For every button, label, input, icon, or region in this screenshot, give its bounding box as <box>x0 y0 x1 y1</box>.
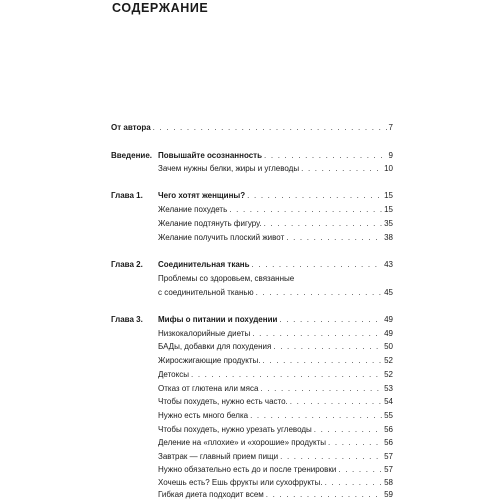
toc-entry <box>158 272 393 285</box>
dot-leader <box>153 121 387 134</box>
toc-entry <box>158 149 393 162</box>
toc-entry <box>158 450 393 463</box>
toc-row-ch3-1[interactable] <box>0 327 500 340</box>
toc-page-number: 49 <box>384 315 393 324</box>
toc-page-number: 52 <box>384 356 393 365</box>
toc-row-ch3-7[interactable] <box>0 409 500 422</box>
toc-entry-title: Отказ от глютена или мяса <box>158 384 259 393</box>
toc-page-number: 57 <box>384 452 393 461</box>
dot-leader <box>290 395 382 408</box>
dot-leader <box>191 368 382 381</box>
toc-entry-title: Чтобы похудеть, нужно есть часто. <box>158 397 288 406</box>
toc-page-number: 58 <box>384 478 393 487</box>
toc-entry <box>158 258 393 271</box>
toc-row-ch3-10[interactable] <box>0 450 500 463</box>
toc-page-number: 7 <box>388 123 393 132</box>
dot-leader <box>264 149 387 162</box>
dot-leader <box>338 463 382 476</box>
toc-entry <box>158 354 393 367</box>
toc-page-number: 56 <box>384 425 393 434</box>
toc-entry-title: Хочешь есть? Ешь фрукты или сухофрукты. <box>158 478 323 487</box>
toc-page-number: 57 <box>384 465 393 474</box>
toc-page-number: 52 <box>384 370 393 379</box>
toc-row-ch1-3[interactable] <box>0 231 500 244</box>
dot-leader <box>286 231 382 244</box>
toc-entry <box>111 121 393 134</box>
toc-entry-title: Нужно есть много белка <box>158 411 249 420</box>
toc-entry <box>158 286 393 299</box>
toc-entry <box>158 340 393 353</box>
toc-row-ch3-6[interactable] <box>0 395 500 408</box>
dot-leader <box>279 313 382 326</box>
toc-entry-title: Завтрак — главный прием пищи <box>158 452 279 461</box>
toc-entry <box>158 231 393 244</box>
toc-page-number: 35 <box>384 219 393 228</box>
toc-row-ch3-2[interactable] <box>0 340 500 353</box>
toc-page-number: 55 <box>384 411 393 420</box>
toc-chapter-label: Глава 3. <box>111 315 143 324</box>
toc-row-ch3[interactable] <box>0 313 500 326</box>
toc-entry-title: Чего хотят женщины? <box>158 191 246 200</box>
toc-entry <box>158 217 393 230</box>
dot-leader <box>256 286 383 299</box>
toc-entry <box>158 368 393 381</box>
dot-leader <box>273 340 382 353</box>
toc-page-number: 49 <box>384 329 393 338</box>
dot-leader <box>252 327 382 340</box>
toc-row-ch1[interactable] <box>0 189 500 202</box>
dot-leader <box>301 162 382 175</box>
page-title: СОДЕРЖАНИЕ <box>112 1 209 15</box>
toc-row-ch2[interactable] <box>0 258 500 271</box>
toc-row-ch3-4[interactable] <box>0 368 500 381</box>
toc-entry-title: Соединительная ткань <box>158 260 250 269</box>
toc-entry <box>158 423 393 436</box>
toc-entry-title: Детоксы <box>158 370 189 379</box>
toc-row-intro[interactable] <box>0 149 500 162</box>
toc-row-ch3-5[interactable] <box>0 382 500 395</box>
toc-entry-title: Повышайте осознанность <box>158 151 263 160</box>
toc-page-number: 43 <box>384 260 393 269</box>
toc-entry <box>158 162 393 175</box>
toc-entry-title: От автора <box>111 123 151 132</box>
toc-page-number: 59 <box>384 490 393 499</box>
toc-entry <box>158 463 393 476</box>
toc-row-author[interactable] <box>0 121 500 134</box>
toc-row-ch1-1[interactable] <box>0 203 500 216</box>
toc-entry <box>158 313 393 326</box>
toc-entry-title: Мифы о питании и похудении <box>158 315 278 324</box>
toc-entry-title: Низкокалорийные диеты <box>158 329 251 338</box>
toc-page-number: 10 <box>384 164 393 173</box>
toc-page-number: 15 <box>384 191 393 200</box>
dot-leader <box>247 189 382 202</box>
dot-leader <box>264 217 383 230</box>
dot-leader <box>328 436 382 449</box>
dot-leader <box>280 450 382 463</box>
toc-entry-title: Жиросжигающие продукты. <box>158 356 261 365</box>
toc-entry <box>158 395 393 408</box>
toc-chapter-label: Введение. <box>111 151 152 160</box>
toc-entry-title: Желание подтянуть фигуру. <box>158 219 262 228</box>
toc-page-number: 15 <box>384 205 393 214</box>
toc-row-ch3-9[interactable] <box>0 436 500 449</box>
toc-row-ch2-1a[interactable] <box>0 272 500 285</box>
toc-page-number: 38 <box>384 233 393 242</box>
toc-entry <box>158 203 393 216</box>
toc-entry <box>158 382 393 395</box>
dot-leader <box>266 488 382 501</box>
toc-entry-title: Деление на «плохие» и «хорошие» продукты <box>158 438 326 447</box>
toc-entry-title: Желание похудеть <box>158 205 228 214</box>
toc-row-ch3-8[interactable] <box>0 423 500 436</box>
toc-entry-title: Желание получить плоский живот <box>158 233 285 242</box>
toc-row-ch1-2[interactable] <box>0 217 500 230</box>
toc-entry <box>158 327 393 340</box>
dot-leader <box>263 354 383 367</box>
dot-leader <box>260 382 382 395</box>
toc-entry <box>158 409 393 422</box>
toc-entry <box>158 436 393 449</box>
toc-entry-title: Нужно обязательно есть до и после тренировки <box>158 465 337 474</box>
toc-page-number: 45 <box>384 288 393 297</box>
toc-row-ch2-1b[interactable] <box>0 286 500 299</box>
toc-entry-title: БАДы, добавки для похудения <box>158 342 272 351</box>
toc-entry-title: Гибкая диета подходит всем <box>158 490 264 499</box>
toc-page-number: 54 <box>384 397 393 406</box>
dot-leader <box>314 423 382 436</box>
dot-leader <box>252 258 383 271</box>
toc-entry-title: Зачем нужны белки, жиры и углеводы <box>158 164 300 173</box>
toc-entry-title: Проблемы со здоровьем, связанные <box>158 274 295 283</box>
dot-leader <box>229 203 382 216</box>
toc-page-number: 50 <box>384 342 393 351</box>
toc-chapter-label: Глава 1. <box>111 191 143 200</box>
toc-entry <box>158 488 393 501</box>
toc-page-number: 53 <box>384 384 393 393</box>
toc-entry-title: Чтобы похудеть, нужно урезать углеводы <box>158 425 312 434</box>
toc-chapter-label: Глава 2. <box>111 260 143 269</box>
toc-row-ch3-13[interactable] <box>0 488 500 501</box>
toc-page-number: 9 <box>388 151 393 160</box>
dot-leader <box>250 409 382 422</box>
toc-row-intro-1[interactable] <box>0 162 500 175</box>
toc-page-number: 56 <box>384 438 393 447</box>
toc-entry <box>158 189 393 202</box>
toc-entry-title: с соединительной тканью <box>158 288 254 297</box>
toc-row-ch3-3[interactable] <box>0 354 500 367</box>
toc-row-ch3-11[interactable] <box>0 463 500 476</box>
